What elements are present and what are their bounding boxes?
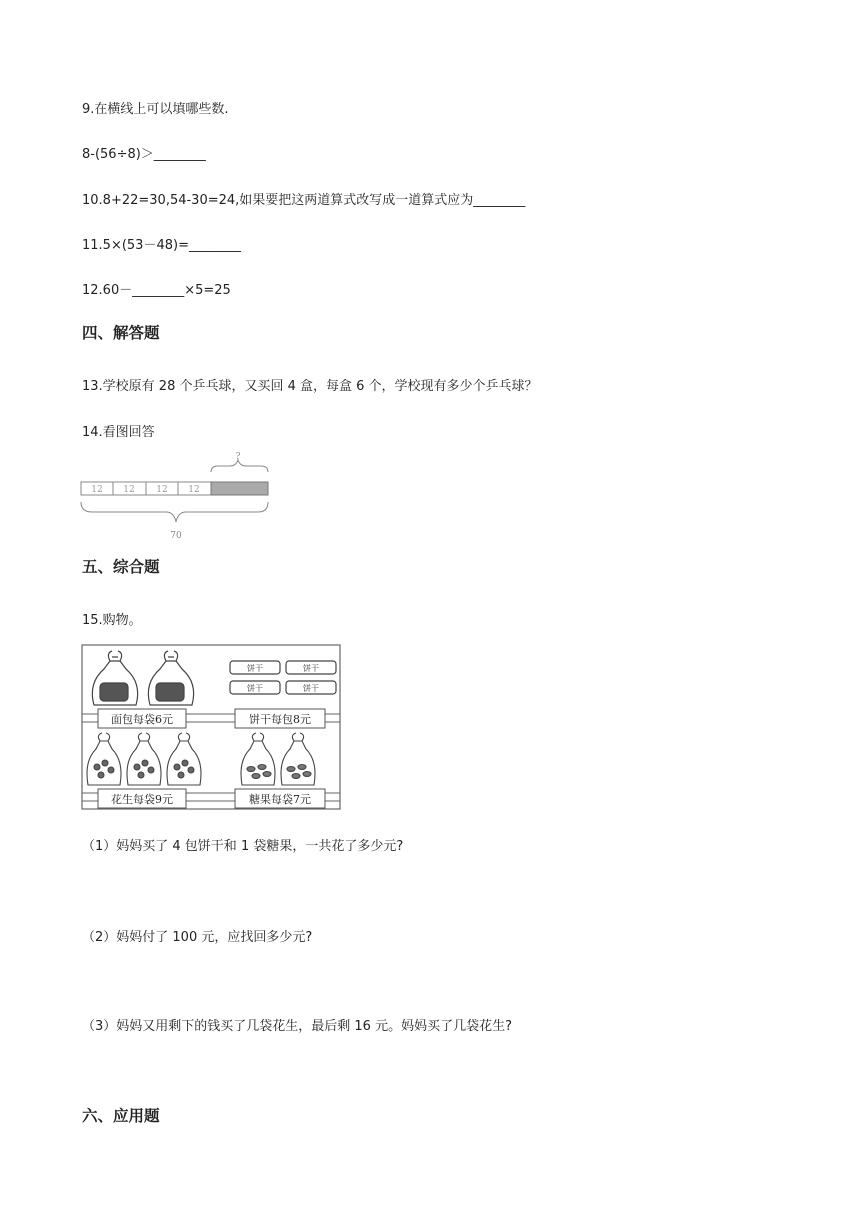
question-12: 12.60－________×5=25 (82, 283, 231, 298)
biscuit-pack-label: 饼干 (303, 684, 319, 693)
question-9-expression: 8-(56÷8)＞________ (82, 147, 206, 162)
bar-unknown-label: ? (235, 452, 241, 462)
question-15-part-3: （3）妈妈又用剩下的钱买了几袋花生，最后剩 16 元。妈妈买了几袋花生? (82, 1019, 512, 1034)
peanut-price-label: 花生每袋9元 (111, 793, 173, 806)
question-9: 9.在横线上可以填哪些数. (82, 102, 229, 117)
bar-segment-label: 12 (123, 485, 135, 495)
question-10: 10.8+22=30,54-30=24,如果要把这两道算式改写成一道算式应为________ (82, 193, 526, 208)
question-15: 15.购物。 (82, 613, 142, 628)
bar-segment-label: 12 (188, 485, 200, 495)
section-6-heading: 六、应用题 (82, 1107, 160, 1125)
question-13: 13.学校原有 28 个乒乓球，又买回 4 盒，每盒 6 个，学校现有多少个乒乓球？ (82, 379, 538, 394)
question-11: 11.5×(53－48)=________ (82, 238, 241, 253)
biscuit-price-label: 饼干每包8元 (249, 713, 311, 726)
bread-price-label: 面包每袋6元 (111, 713, 173, 726)
bar-segment-label: 12 (156, 485, 168, 495)
question-15-part-1: （1）妈妈买了 4 包饼干和 1 袋糖果，一共花了多少元? (82, 839, 404, 854)
biscuit-pack-label: 饼干 (303, 664, 319, 673)
question-14: 14.看图回答 (82, 425, 155, 440)
question-15-part-2: （2）妈妈付了 100 元，应找回多少元? (82, 930, 313, 945)
biscuit-pack-label: 饼干 (247, 684, 263, 693)
biscuit-pack-label: 饼干 (247, 664, 263, 673)
candy-price-label: 糖果每袋7元 (249, 793, 311, 806)
section-5-heading: 五、综合题 (82, 558, 160, 576)
section-4-heading: 四、解答题 (82, 324, 160, 342)
bar-total-label: 70 (170, 531, 182, 541)
shop-illustration (80, 643, 342, 811)
bar-diagram (78, 450, 278, 542)
bar-segment-label: 12 (91, 485, 103, 495)
